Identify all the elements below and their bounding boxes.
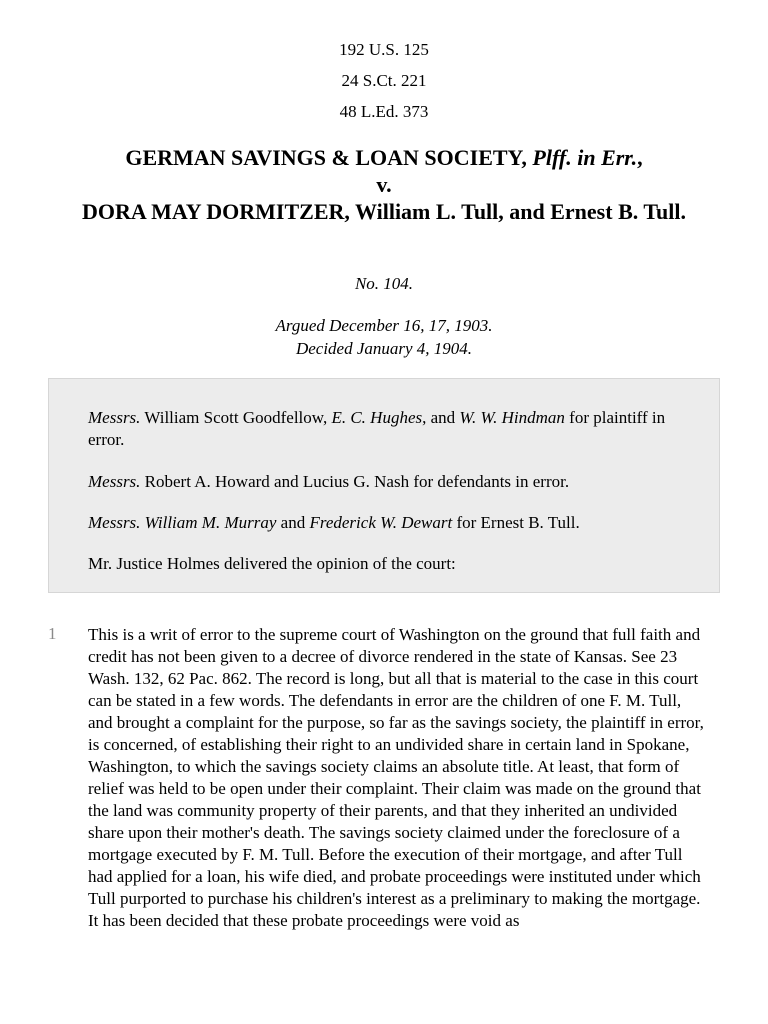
counsel-name: W. W. Hindman (459, 408, 565, 427)
counsel-box (48, 378, 720, 593)
citations (0, 34, 768, 127)
counsel-plaintiff (88, 407, 688, 451)
counsel-conjunction: , and (422, 408, 460, 427)
citation-us: 192 U.S. 125 (339, 40, 429, 59)
counsel-defendants (88, 471, 688, 493)
decided-date: Decided January 4, 1904. (295, 339, 473, 358)
citation-led: 48 L.Ed. 373 (339, 102, 429, 121)
counsel-name: William Scott Goodfellow, (140, 408, 332, 427)
citation-sct: 24 S.Ct. 221 (341, 71, 427, 90)
counsel-role: for Ernest B. Tull. (452, 513, 580, 532)
counsel-tull (88, 512, 688, 534)
counsel-name: Frederick W. Dewart (309, 513, 453, 532)
case-caption (40, 144, 728, 225)
case-dates (0, 314, 768, 360)
messrs-label: Messrs. (88, 408, 141, 427)
counsel-name: E. C. Hughes (331, 408, 423, 427)
counsel-conjunction: and (276, 513, 310, 532)
counsel-role: for plaintiff in error. (88, 408, 666, 449)
defendants-line: DORA MAY DORMITZER, William L. Tull, and Ernest B. Tull. (82, 199, 686, 224)
paragraph-number: 1 (48, 624, 57, 643)
versus: v. (376, 172, 392, 197)
plaintiff-line (40, 144, 728, 171)
docket-number: No. 104. (354, 274, 414, 293)
messrs-label: Messrs. (88, 472, 141, 491)
caption-comma: , (637, 145, 643, 170)
opinion-paragraph: This is a writ of error to the supreme court of Washington on the ground that full faith and credit has not been given to a decree of divorce rendered in the state of Kansas. See 23 Wash. 132, 62 Pac. 862. The record is long, but all that is material to the case in this court can be stated in a few words. The defendants in error are the children of one F. M. Tull, and brought a complaint for the purpose, so far as the savings society, the plaintiff in error, is concerned, of establishing their right to an undivided share in certain land in Spokane, Washington, to which the savings society claims an absolute title. At least, that form of relief was held to be open under their complaint. Their claim was made on the ground that the land was community property of their parents, and that they inherited an undivided share upon their mother's death. The savings society claimed under the foreclosure of a mortgage executed by F. M. Tull. Before the execution of their mortgage, and after Tull had applied for a loan, his wife died, and probate proceedings were instituted under which Tull purported to purchase his children's interest as a preliminary to making the mortgage. It has been decided that these probate proceedings were void as (88, 625, 704, 930)
plaintiff-name: GERMAN SAVINGS & LOAN SOCIETY, (125, 145, 527, 170)
plaintiff-role: Plff. in Err. (532, 145, 638, 170)
opinion-intro: Mr. Justice Holmes delivered the opinion of the court: (88, 554, 456, 573)
argued-date: Argued December 16, 17, 1903. (275, 316, 493, 335)
counsel-text: Robert A. Howard and Lucius G. Nash for defendants in error. (140, 472, 570, 491)
counsel-name: Messrs. William M. Murray (88, 513, 277, 532)
